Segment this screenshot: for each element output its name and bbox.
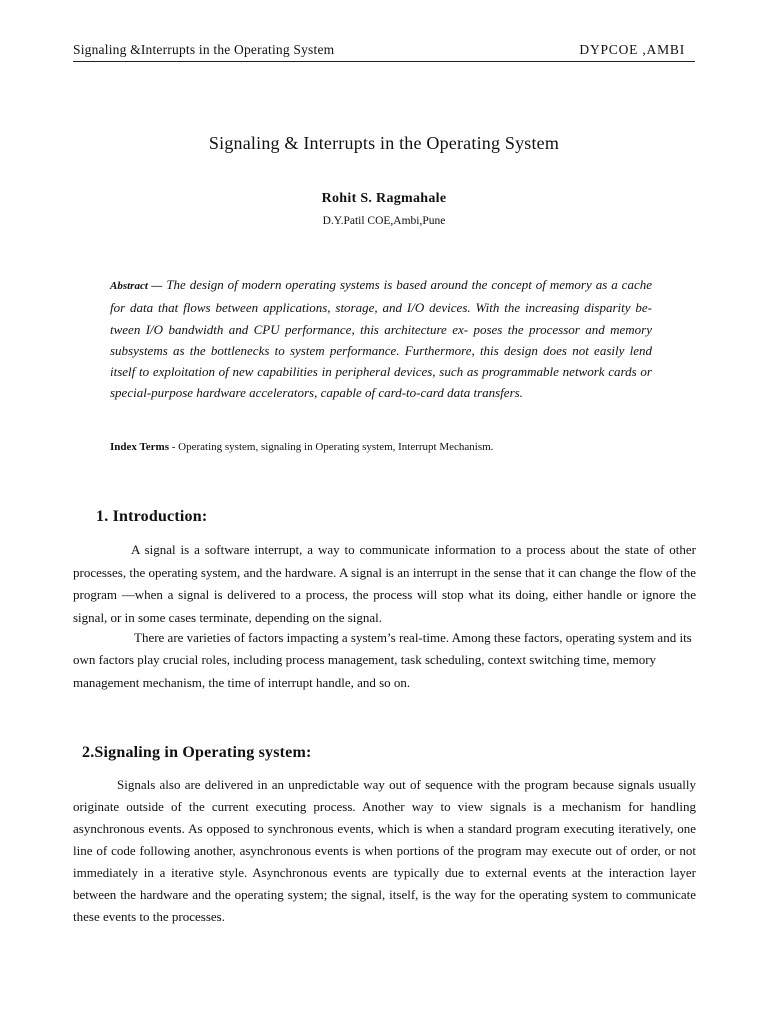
running-header-title: Signaling &Interrupts in the Operating System <box>73 42 335 57</box>
abstract-text: The design of modern operating systems is based around the concept of memory as a cache for data that flows between applications, storage, and I/O devices. With the increasing disparity be- tween I/O bandwidth and CPU performance, this architecture ex- poses the processor and memory subsystems as the bottlenecks to system performance. Furthermore, this design does not easily lend itself to exploitation of new capabilities in peripheral devices, such as programmable network cards or special-purpose hardware accelerators, capable of card-to-card data transfers. <box>110 277 652 401</box>
index-terms <box>110 441 670 453</box>
introduction-paragraph-2 <box>73 627 696 694</box>
signaling-paragraph-1 <box>73 774 696 928</box>
paragraph-text: There are varieties of factors impacting a system’s real-time. Among these factors, operating system and its own factors play crucial roles, including process management, task scheduling, context switching time, memory management mechanism, the time of interrupt handle, and so on. <box>73 630 692 690</box>
section-heading-introduction: 1. Introduction: <box>96 508 208 525</box>
paper-title: Signaling & Interrupts in the Operating System <box>208 133 560 153</box>
abstract-label: Abstract — <box>110 280 163 292</box>
running-header <box>73 42 695 62</box>
author-name: Rohit S. Ragmahale <box>321 191 447 206</box>
paragraph-text: Signals also are delivered in an unpredictable way out of sequence with the program because signals usually originate outside of the current executing process. Another way to view signals is a mechanism for handling asynchronous events. As opposed to synchronous events, which is when a standard program executing iteratively, one line of code following another, asynchronous events is when portions of the program may execute out of order, or not immediately in a iterative style. Asynchronous events are typically due to external events at the interaction layer between the hardware and the operating system; the signal, itself, is the way for the operating system to communicate these events to the processes. <box>73 777 696 924</box>
index-terms-label: Index Terms <box>110 441 169 453</box>
index-terms-text: - Operating system, signaling in Operating system, Interrupt Mechanism. <box>169 441 494 453</box>
running-header-institution: DYPCOE ,AMBI <box>579 42 685 57</box>
introduction-paragraph-1 <box>73 539 696 629</box>
author-affiliation: D.Y.Patil COE,Ambi,Pune <box>322 215 446 227</box>
abstract <box>110 274 652 404</box>
header-divider <box>73 61 695 62</box>
paragraph-text: A signal is a software interrupt, a way to communicate information to a process about the state of other processes, the operating system, and the hardware. A signal is an interrupt in the sense that it can change the flow of the program —when a signal is delivered to a process, the process will stop what its doing, either handle or ignore the signal, or in some cases terminate, depending on the signal. <box>73 542 696 625</box>
section-heading-signaling: 2.Signaling in Operating system: <box>82 744 312 761</box>
